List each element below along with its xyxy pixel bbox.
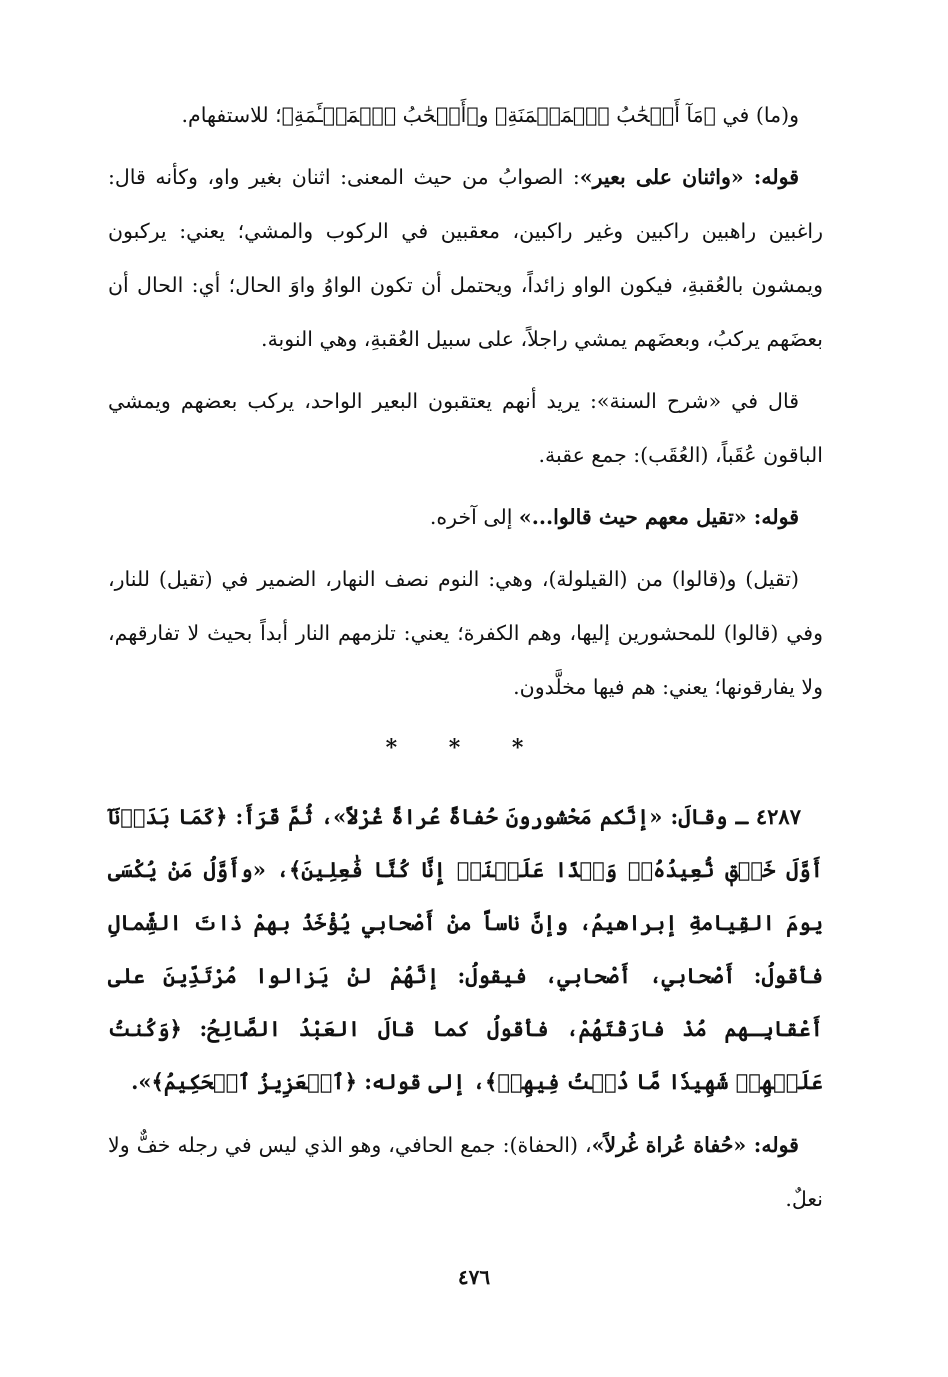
commentary-lemma: قوله: «حُفاة عُراة غُرلاً»: [591, 1133, 799, 1157]
paragraph-bair: [108, 150, 823, 366]
paragraph-hufat: [108, 1118, 823, 1226]
paragraph-text: قال في «شرح السنة»: يريد أنهم يعتقبون البعير الواحد، يركب بعضهم ويمشي الباقون عُقَباً، (العُقَب): جمع عقبة.: [108, 389, 823, 467]
paragraph-text: إلى آخره.: [429, 505, 519, 529]
paragraph-istifham: [108, 88, 823, 142]
paragraph-taqil-lemma: [108, 490, 823, 544]
page-body: [108, 88, 823, 1234]
hadith-text: ٤٢٨٧ ـ وقالَ: «إنَّكم مَحْشورونَ حُفاةً عُراةً غُرْلاً»، ثُمَّ قَرَأَ: ﴿كَمَا بَدَأۡنَآ أَوَّلَ خَلۡقٖ نُّعِيدُهُۥۚ وَعۡدًا عَلَيۡنَآۚ إِنَّا كُنَّا فَٰعِلِينَ﴾، «وأَوَّلُ مَنْ يُكْسَى يومَ القِيامةِ إبراهيمُ، وإنَّ ناساً منْ أَصْحابي يُؤْخَذُ بهمْ ذاتَ الشِّمالِ فأقولُ: أَصْحابي، أَصْحابي، فيقولُ: إنَّهُمْ لنْ يَزالوا مُرْتَدِّينَ على أَعْقابِـهم مُذْ فارَقْتَهُمْ، فأقولُ كما قالَ العَبْدُ الصَّالِحُ: ﴿وَكُنتُ عَلَيۡهِمۡ شَهِيدٗا مَّا دُمۡتُ فِيهِمۡ﴾، إلى قوله: ﴿ٱلۡعَزِيزُ ٱلۡحَكِيمُ﴾».: [108, 804, 823, 1094]
paragraph-sharh-sunna: [108, 374, 823, 482]
paragraph-text: : الصوابُ من حيث المعنى: اثنان بغير واو، وكأنه قال: راغبين راهبين راكبين وغير راكبين، معقبين في الركوب والمشي؛ يعني: يركبون ويمشون بالعُقبةِ، فيكون الواو زائداً، ويحتمل أن تكون الواوُ واوَ الحال؛ أي: الحال أن بعضَهم يركبُ، وبعضَهم يمشي راجلاً، على سبيل العُقبةِ، وهي النوبة.: [108, 165, 823, 351]
paragraph-text: (تقيل) و(قالوا) من (القيلولة)، وهي: النوم نصف النهار، الضمير في (تقيل) للنار، وفي (قالوا) للمحشورين إليها، وهم الكفرة؛ يعني: تلزمهم النار أبداً بحيث لا تفارقهم، ولا يفارقونها؛ يعني: هم فيها مخلَّدون.: [108, 567, 823, 699]
section-separator: * * *: [385, 735, 546, 761]
commentary-lemma: قوله: «واثنان على بعير»: [579, 165, 799, 189]
hadith-4287: [108, 790, 823, 1108]
commentary-lemma: قوله: «تقيل معهم حيث قالوا...»: [518, 505, 799, 529]
paragraph-text: و(ما) في ﴿مَآ أَصۡحَٰبُ ٱلۡمَيۡمَنَةِ﴾ و﴿أَصۡحَٰبُ ٱلۡمَشۡـَٔمَةِ﴾؛ للاستفهام.: [181, 103, 799, 127]
paragraph-qailula: [108, 552, 823, 714]
page-number: ٤٧٦: [457, 1265, 491, 1289]
paragraph-text: ، (الحفاة): جمع الحافي، وهو الذي ليس في رجله خفٌّ ولا نعلٌ.: [108, 1133, 823, 1211]
